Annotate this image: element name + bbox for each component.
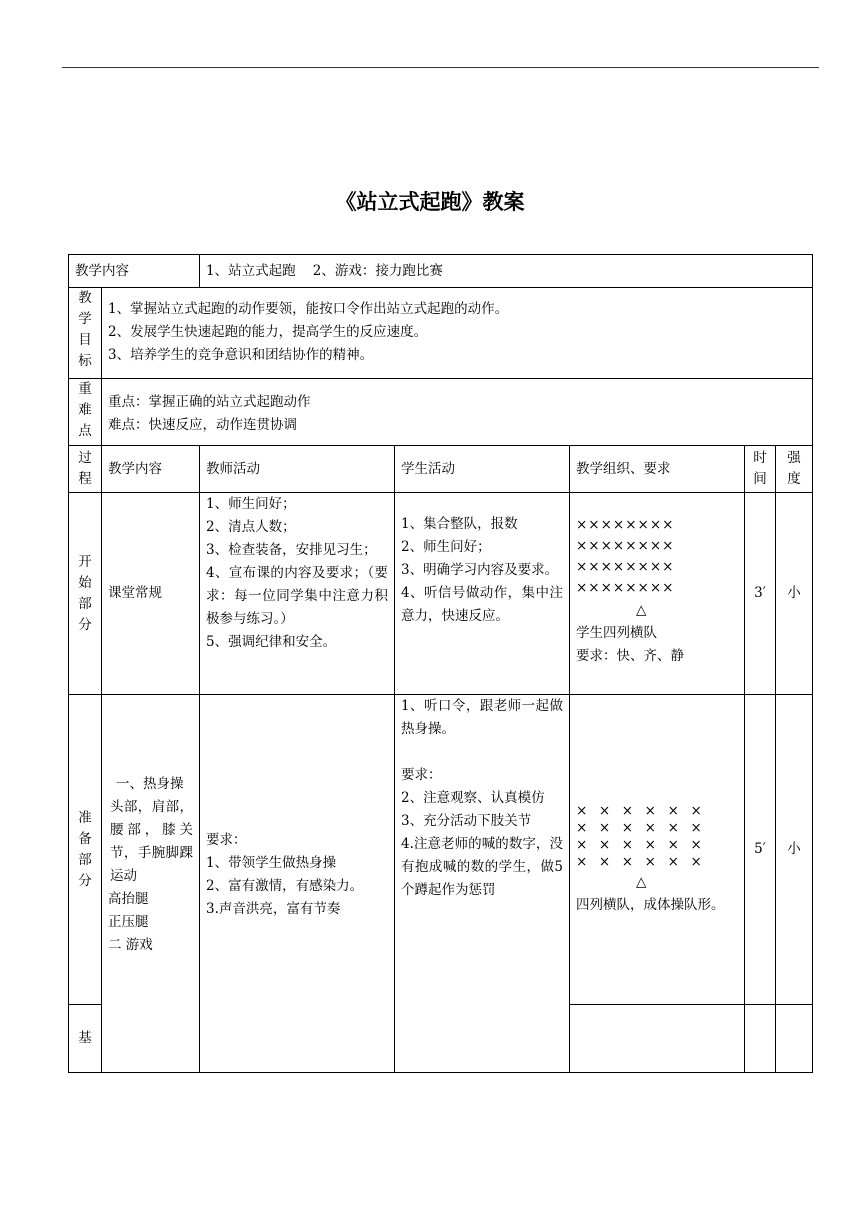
start-teacher-activities [200,493,395,695]
teacher-activity: 5、强调纪律和安全。 [206,634,337,650]
header-content: 教学内容 [102,446,200,493]
formation-row: × × × × × × [576,854,703,870]
student-activity: 1、集合整队，报数 [401,516,518,532]
formation-row: × × × × × × [576,820,703,836]
prep-content-item: 一、热身操 [116,776,184,792]
prep-section-row [69,695,813,1005]
teacher-activity: 4、宣布课的内容及要求；（要求：每一位同学集中注意力积极参与练习。） [206,565,388,627]
prep-organization [570,695,745,1005]
header-intensity-text: 强度 [787,450,801,487]
teacher-activity: 2、富有激情，有感染力。 [206,878,364,894]
start-label-text: 开始部分 [78,553,92,633]
student-activity: 2、师生问好； [401,539,491,555]
spacer [401,741,563,764]
header-teacher: 教师活动 [200,446,395,493]
formation-row: ×××××××× [576,559,675,575]
formation-row: ×××××××× [576,580,675,596]
goals-list [102,288,813,379]
student-activity: 3、充分活动下肢关节 [401,813,532,829]
basic-label: 基 [69,1005,102,1073]
goals-label-text: 教学目标 [78,290,92,369]
keypoints-row [69,379,813,446]
teacher-position-icon: △ [636,874,647,890]
formation-row: ×××××××× [576,538,675,554]
teacher-position-icon: △ [636,602,647,618]
basic-intensity [776,1005,813,1073]
teacher-activity: 3、检查装备，安排见习生； [206,542,377,558]
student-activity: 1、听口令，跟老师一起做热身操。 [401,698,563,737]
formation-row: × × × × × × [576,837,703,853]
teacher-activity: 要求： [206,832,247,848]
prep-content-item: 二 游戏 [108,937,153,953]
header-student: 学生活动 [395,446,570,493]
header-time-text: 时间 [753,450,767,487]
start-content: 课堂常规 [102,493,200,695]
organization-note: 四列横队，成体操队形。 [576,897,725,913]
prep-intensity: 小 [776,695,813,1005]
lesson-plan-table [68,254,813,1073]
teacher-activity: 3.声音洪亮，富有节奏 [206,901,341,917]
header-intensity [776,446,813,493]
keypoints-list [102,379,813,446]
student-activity: 要求： [401,767,442,783]
student-activity: 3、明确学习内容及要求。 [401,562,559,578]
start-organization [570,493,745,695]
student-activity: 4.注意老师的喊的数字，没有抱成喊的数的学生，做5个蹲起作为惩罚 [401,836,563,898]
organization-note: 学生四列横队 [576,625,657,641]
start-intensity: 小 [776,493,813,695]
header-rule [62,67,819,68]
keypoints-label-text: 重难点 [78,381,92,439]
prep-time [745,695,776,1005]
goal-item: 3、培养学生的竞争意识和团结协作的精神。 [108,347,374,363]
column-header-row [69,446,813,493]
goal-item: 2、发展学生快速起跑的能力，提高学生的反应速度。 [108,324,428,340]
prep-content-item: 正压腿 [108,914,149,930]
basic-time [745,1005,776,1073]
goals-row [69,288,813,379]
keypoints-label [69,379,102,446]
basic-organization [570,1005,745,1073]
prep-time-text: 5′ [754,841,766,857]
start-label [69,493,102,695]
organization-note: 要求：快、齐、静 [576,648,684,664]
content-value: 1、站立式起跑 2、游戏：接力跑比赛 [200,255,813,288]
student-activity: 2、注意观察、认真模仿 [401,790,545,806]
header-process [69,446,102,493]
keypoint-item: 难点：快速反应，动作连贯协调 [108,417,297,433]
goal-item: 1、掌握站立式起跑的动作要领，能按口令作出站立式起跑的动作。 [108,301,509,317]
teacher-activity: 1、带领学生做热身操 [206,855,337,871]
student-activity: 4、听信号做动作，集中注意力，快速反应。 [401,585,563,624]
header-process-text: 过程 [78,450,92,487]
teacher-activity: 1、师生问好； [206,496,296,512]
header-organization: 教学组织、要求 [570,446,745,493]
prep-label [69,695,102,1005]
formation-row: × × × × × × [576,803,703,819]
prep-student-activities [395,695,570,1073]
content-label: 教学内容 [69,255,200,288]
prep-content-item: 高抬腿 [108,891,149,907]
start-time [745,493,776,695]
start-section-row [69,493,813,695]
formation-row: ×××××××× [576,517,675,533]
start-time-text: 3′ [754,585,766,601]
goals-label [69,288,102,379]
teacher-activity: 2、清点人数； [206,519,296,535]
page-title: 《站立式起跑》教案 [335,190,525,214]
prep-label-text: 准备部分 [78,809,92,889]
header-time [745,446,776,493]
prep-content-item: 头部，肩部，腰部，膝关节，手腕脚踝运动 [110,799,193,884]
keypoint-item: 重点：掌握正确的站立式起跑动作 [108,394,311,410]
prep-content [102,695,200,1073]
prep-teacher-activities [200,695,395,1073]
start-student-activities [395,493,570,695]
content-row [69,255,813,288]
